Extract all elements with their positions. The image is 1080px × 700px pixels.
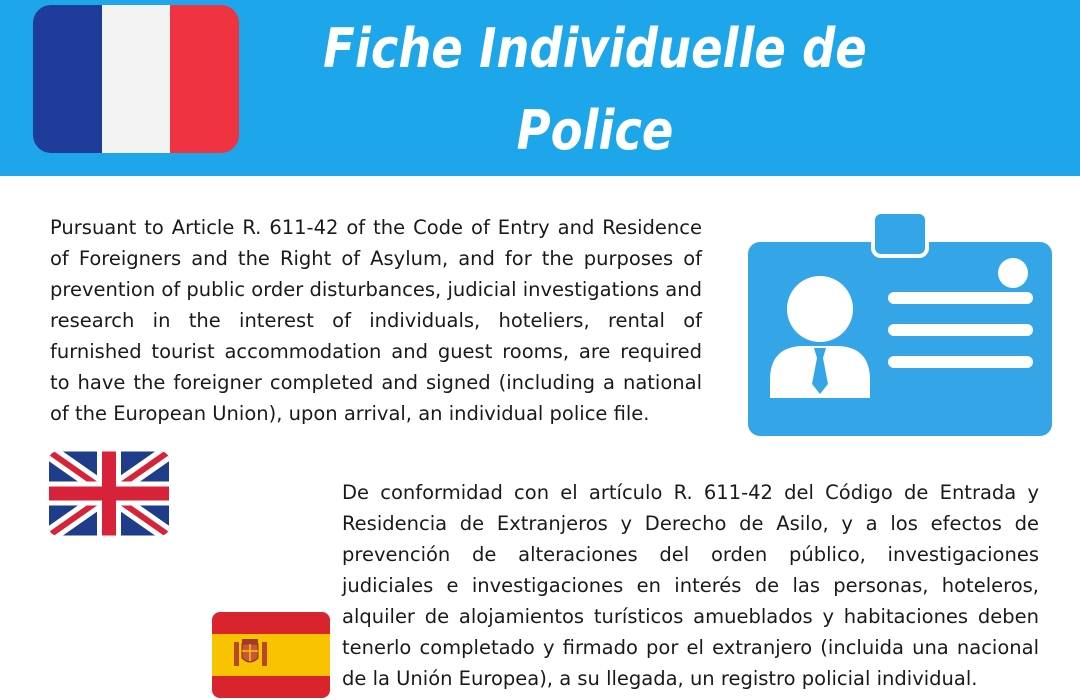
page-title-line-1: Fiche Individuelle de [323, 17, 867, 80]
page-title [298, 8, 891, 172]
page-title-line-2: Police [516, 99, 674, 162]
flag-france-icon [33, 5, 239, 153]
spanish-paragraph: De conformidad con el artículo R. 611-42 del Código de Entrada y Residencia de Extranjeros y Derecho de Asilo, y a los efectos de prevención de alteraciones del orden público, investigaciones judiciales e investigaciones en interés de las personas, hoteleros, alquiler de alojamientos turísticos amueblados y habitaciones deben tenerlo completado y firmado por el extranjero (incluida una nacional de la Unión Europea), a su llegada, un registro policial individual. [342, 481, 1039, 690]
flag-united-kingdom-icon [49, 450, 169, 537]
id-card-icon [748, 212, 1052, 436]
header-banner [0, 0, 1080, 176]
flag-spain-icon [212, 612, 330, 698]
english-paragraph: Pursuant to Article R. 611-42 of the Code of Entry and Residence of Foreigners and the Right of Asylum, and for the purposes of prevention of public order disturbances, judicial investigations and research in the interest of individuals, hoteliers, rental of furnished tourist accommodation and guest rooms, are required to have the foreigner completed and signed (including a national of the European Union), upon arrival, an individual police file. [50, 216, 702, 425]
